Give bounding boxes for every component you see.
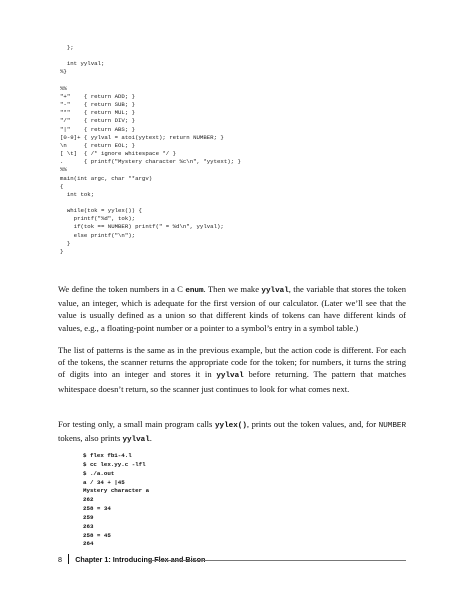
code-yylval: yylval bbox=[216, 372, 244, 381]
page-footer bbox=[58, 553, 205, 565]
text-run: . bbox=[149, 433, 152, 444]
code-number: NUMBER bbox=[378, 422, 406, 430]
code-enum: enum bbox=[185, 287, 204, 295]
code-yylval: yylval bbox=[261, 287, 289, 295]
terminal-session: $ flex fb1-4.l $ cc lex.yy.c -lfl $ ./a.out a / 34 + |45 Mystery character a 262 258 = 34 259 263 258 = 45 264 bbox=[83, 452, 150, 548]
text-run: We define the token numbers in a C bbox=[58, 284, 186, 294]
text-run: tokens, also prints bbox=[58, 433, 123, 444]
chapter-title: Chapter 1: Introducing Flex and Bison bbox=[75, 554, 206, 564]
text-run: The list of patterns is the same as in the previous example, but the action code is different. For each of the tokens, the scanner returns the appropriate code for the token; for numbers, it turns the string of digits into an integer and stores it in bbox=[58, 345, 406, 380]
footer-separator bbox=[68, 554, 69, 564]
footer-rule bbox=[148, 560, 406, 561]
paragraph-patterns bbox=[58, 344, 406, 395]
paragraph-token-definitions bbox=[58, 283, 406, 334]
code-yylval: yylval bbox=[122, 436, 150, 445]
text-run: For testing only, a small main program calls bbox=[58, 419, 215, 429]
text-run: . Then we make bbox=[203, 284, 262, 294]
code-yylex: yylex() bbox=[214, 422, 247, 430]
paragraph-testing bbox=[58, 418, 406, 446]
text-run: , prints out the token values, and, for bbox=[246, 419, 379, 429]
text-run: , the variable that stores the token value, an integer, which is adequate for the first version of our calculator. (Later we’ll see that the value is usually defined as a union so that different kinds of tokens can have different kinds of values, e.g., a floating-point number or a pointer to a symbol’s entry in a symbol table.) bbox=[58, 284, 406, 333]
page-number: 8 bbox=[58, 554, 62, 564]
code-listing: }; int yylval; %} %% "+" { return ADD; } "-" { return SUB; } "*" { return MUL; } "/" { return DIV; } "|" { return ABS; } [0-9]+ { yylval = atoi(yytext); return NUMBER; } \n { return EOL; } [ \t] { /* ignore whitespace */ } . { printf("Mystery character %c\n", *yytext); } %% main(int argc, char **argv) { int tok; while(tok = yylex()) { printf("%d", tok); if(tok == NUMBER) printf(" = %d\n", yylval); else printf("\n"); } } bbox=[60, 44, 241, 255]
text-run: before returning. The pattern that matches whitespace doesn’t return, so the scanner just continues to look for what comes next. bbox=[58, 369, 406, 394]
